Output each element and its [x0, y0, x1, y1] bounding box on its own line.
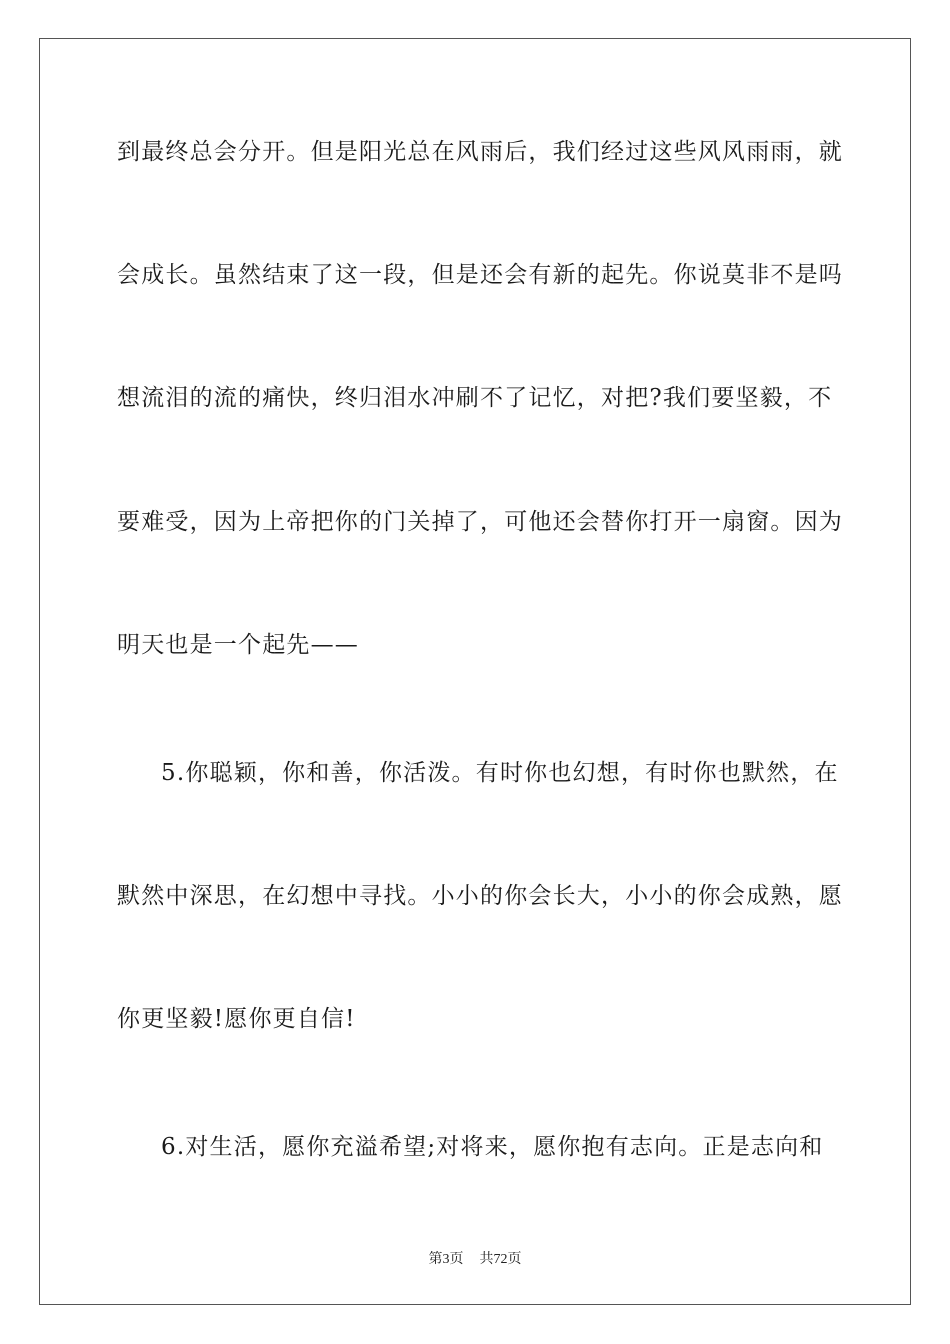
paragraph-line-8: 你更坚毅!愿你更自信!	[117, 1006, 356, 1032]
paragraph-line-7: 默然中深思，在幻想中寻找。小小的你会长大，小小的你会成熟，愿	[117, 883, 843, 909]
paragraph-line-6: 5.你聪颖，你和善，你活泼。有时你也幻想，有时你也默然，在	[161, 760, 839, 786]
paragraph-line-9: 6.对生活，愿你充溢希望;对将来，愿你抱有志向。正是志向和	[161, 1134, 824, 1160]
paragraph-line-1: 到最终总会分开。但是阳光总在风雨后，我们经过这些风风雨雨，就	[117, 139, 843, 165]
page-border	[39, 38, 911, 1305]
paragraph-line-3: 想流泪的流的痛快，终归泪水冲刷不了记忆，对把?我们要坚毅，不	[117, 385, 833, 411]
page-footer	[0, 1248, 950, 1268]
page-number: 第3页	[428, 1252, 464, 1267]
paragraph-line-5: 明天也是一个起先——	[117, 632, 359, 658]
paragraph-line-4: 要难受，因为上帝把你的门关掉了，可他还会替你打开一扇窗。因为	[117, 509, 843, 535]
total-pages: 共72页	[479, 1252, 522, 1267]
paragraph-line-2: 会成长。虽然结束了这一段，但是还会有新的起先。你说莫非不是吗	[117, 262, 843, 288]
